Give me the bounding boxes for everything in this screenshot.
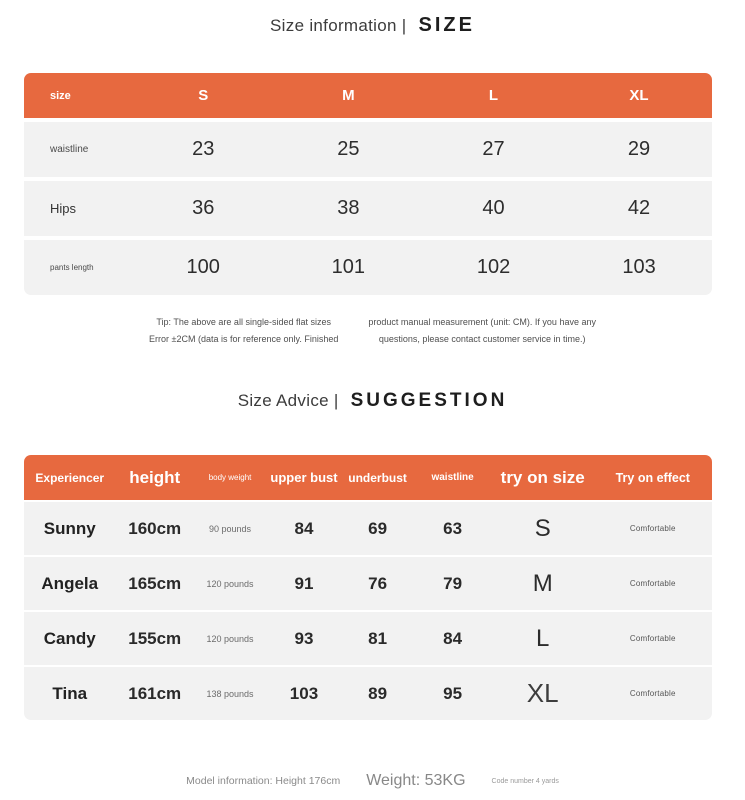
header-underbust: underbust bbox=[348, 470, 407, 485]
advice-table bbox=[24, 455, 712, 720]
waistline-s-value: 23 bbox=[192, 138, 215, 160]
experiencer-height: 161cm bbox=[128, 683, 182, 703]
tip-left-line1: Tip: The above are all single-sided flat sizes bbox=[156, 317, 331, 327]
header-body-weight: body weight bbox=[208, 473, 252, 482]
experiencer-body-weight: 120 pounds bbox=[206, 578, 254, 589]
experiencer-waistline: 79 bbox=[443, 573, 463, 593]
advice-table-header-row bbox=[24, 455, 712, 500]
size-table-header-l: L bbox=[488, 87, 499, 104]
experiencer-try-on-size: M bbox=[532, 569, 553, 597]
experiencer-try-on-effect: Comfortable bbox=[629, 634, 676, 643]
hips-s-value: 36 bbox=[192, 197, 215, 219]
experiencer-try-on-size: L bbox=[536, 624, 550, 652]
size-table-header-xl: XL bbox=[629, 87, 649, 104]
waistline-m-value: 25 bbox=[337, 138, 360, 160]
size-table-corner-label: size bbox=[50, 89, 71, 102]
size-advice-title-text: Size Advice | bbox=[237, 391, 339, 410]
hips-l-value: 40 bbox=[482, 197, 505, 219]
hips-xl-value: 42 bbox=[627, 197, 651, 219]
size-table bbox=[24, 73, 712, 295]
experiencer-upper-bust: 93 bbox=[294, 628, 314, 648]
size-advice-title-en: SUGGESTION bbox=[350, 390, 508, 411]
size-table-row-pants-length bbox=[24, 240, 712, 295]
size-information-title bbox=[0, 14, 745, 37]
model-information-footer bbox=[0, 772, 745, 790]
experiencer-try-on-effect: Comfortable bbox=[629, 579, 676, 588]
header-try-on-size: try on size bbox=[500, 467, 585, 487]
model-height-info: Model information: Height 176cm bbox=[186, 775, 341, 787]
experiencer-try-on-effect: Comfortable bbox=[629, 689, 676, 698]
experiencer-body-weight: 138 pounds bbox=[206, 688, 254, 699]
experiencer-waistline: 63 bbox=[443, 518, 463, 538]
size-advice-title bbox=[0, 390, 745, 412]
waistline-xl-value: 29 bbox=[627, 138, 651, 160]
experiencer-underbust: 81 bbox=[368, 628, 388, 648]
advice-row-sunny bbox=[24, 502, 712, 555]
pants-length-xl-value: 103 bbox=[622, 256, 656, 278]
waistline-l-value: 27 bbox=[482, 138, 505, 160]
header-waistline: waistline bbox=[431, 472, 474, 483]
header-try-on-effect: Try on effect bbox=[615, 470, 690, 485]
tip-left-line2: Error ±2CM (data is for reference only. Finished bbox=[149, 334, 339, 344]
experiencer-try-on-effect: Comfortable bbox=[629, 524, 676, 533]
experiencer-body-weight: 120 pounds bbox=[206, 633, 254, 644]
advice-row-tina bbox=[24, 667, 712, 720]
size-table-row-hips bbox=[24, 181, 712, 236]
row-label-hips: Hips bbox=[50, 201, 77, 216]
experiencer-height: 160cm bbox=[128, 518, 182, 538]
experiencer-try-on-size: S bbox=[534, 514, 551, 542]
experiencer-upper-bust: 91 bbox=[294, 573, 314, 593]
experiencer-name: Candy bbox=[43, 628, 96, 648]
size-table-header-m: M bbox=[342, 87, 355, 104]
tip-note-right bbox=[368, 314, 596, 348]
model-weight-info: Weight: 53KG bbox=[366, 772, 466, 789]
experiencer-height: 165cm bbox=[128, 573, 182, 593]
row-label-waistline: waistline bbox=[50, 144, 89, 155]
size-table-header-row bbox=[24, 73, 712, 118]
experiencer-upper-bust: 103 bbox=[289, 683, 319, 703]
experiencer-waistline: 95 bbox=[443, 683, 463, 703]
size-table-header-s: S bbox=[198, 87, 209, 104]
advice-row-angela bbox=[24, 557, 712, 610]
experiencer-try-on-size: XL bbox=[526, 678, 559, 708]
experiencer-body-weight: 90 pounds bbox=[209, 523, 252, 534]
tip-right-line2: questions, please contact customer service in time.) bbox=[378, 334, 586, 344]
size-table-row-waistline bbox=[24, 122, 712, 177]
experiencer-name: Angela bbox=[41, 573, 99, 593]
header-experiencer: Experiencer bbox=[35, 470, 105, 485]
experiencer-waistline: 84 bbox=[443, 628, 463, 648]
pants-length-l-value: 102 bbox=[476, 256, 511, 278]
experiencer-height: 155cm bbox=[128, 628, 182, 648]
experiencer-upper-bust: 84 bbox=[294, 518, 314, 538]
row-label-pants-length: pants length bbox=[50, 263, 94, 272]
hips-m-value: 38 bbox=[337, 197, 360, 219]
header-upper-bust: upper bust bbox=[270, 470, 338, 485]
size-information-title-text: Size information | bbox=[270, 16, 407, 35]
tip-right-line1: product manual measurement (unit: CM). If you have any bbox=[368, 317, 596, 327]
model-code-info: Code number 4 yards bbox=[491, 777, 559, 785]
experiencer-name: Sunny bbox=[43, 518, 96, 538]
header-height: height bbox=[129, 467, 181, 487]
tip-note-left bbox=[149, 314, 338, 348]
advice-row-candy bbox=[24, 612, 712, 665]
pants-length-s-value: 100 bbox=[186, 256, 220, 278]
measurement-tip-note bbox=[0, 314, 745, 348]
size-information-title-en: SIZE bbox=[418, 14, 475, 36]
experiencer-underbust: 89 bbox=[368, 683, 388, 703]
pants-length-m-value: 101 bbox=[331, 256, 366, 278]
experiencer-underbust: 76 bbox=[368, 573, 388, 593]
experiencer-underbust: 69 bbox=[368, 518, 388, 538]
experiencer-name: Tina bbox=[52, 683, 88, 703]
